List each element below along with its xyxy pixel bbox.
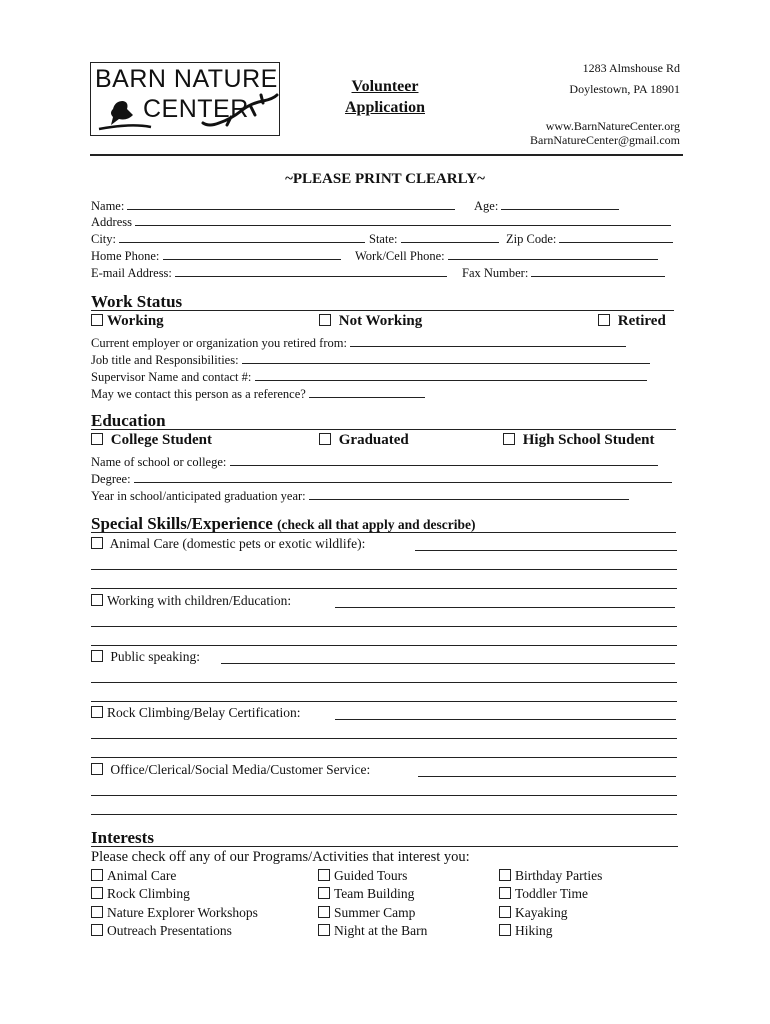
interest-label: Summer Camp (334, 905, 416, 920)
interest-kayaking[interactable] (499, 905, 567, 921)
job-title-field[interactable] (91, 352, 650, 368)
public-speaking-skill-checkbox[interactable] (91, 649, 200, 665)
answer-line[interactable] (91, 645, 677, 646)
not-working-label: Not Working (338, 313, 423, 329)
checkbox-icon (499, 906, 511, 918)
work-phone-field[interactable] (355, 248, 658, 264)
zip-label: Zip Code: (506, 232, 557, 246)
answer-line[interactable] (91, 588, 677, 589)
supervisor-label: Supervisor Name and contact #: (91, 370, 252, 384)
answer-line[interactable] (91, 814, 677, 815)
public-speaking-skill-label: Public speaking: (110, 649, 200, 664)
checkbox-icon (503, 433, 515, 445)
logo-text-line1: BARN NATURE (95, 65, 278, 93)
interest-birthday-parties[interactable] (499, 868, 602, 884)
interests-rule (91, 846, 678, 847)
interest-label: Team Building (334, 886, 415, 901)
interest-summer-camp[interactable] (318, 905, 415, 921)
education-heading: Education (91, 411, 166, 430)
year-field[interactable] (91, 488, 629, 504)
school-field[interactable] (91, 454, 658, 470)
checkbox-icon (91, 924, 103, 936)
answer-line[interactable] (91, 701, 677, 702)
checkbox-icon (91, 869, 103, 881)
answer-line[interactable] (91, 569, 677, 570)
college-student-label: College Student (110, 432, 212, 448)
email-label: E-mail Address: (91, 266, 172, 280)
bird-and-lizard-icon (91, 63, 281, 137)
answer-line[interactable] (221, 663, 675, 664)
answer-line[interactable] (335, 719, 676, 720)
checkbox-icon (318, 869, 330, 881)
interest-label: Animal Care (107, 868, 177, 883)
city-field[interactable] (91, 231, 365, 247)
name-label: Name: (91, 199, 125, 213)
address-field[interactable] (91, 214, 671, 230)
answer-line[interactable] (91, 626, 677, 627)
year-label: Year in school/anticipated graduation year: (91, 489, 306, 503)
interest-animal-care[interactable] (91, 868, 176, 884)
interest-team-building[interactable] (318, 886, 414, 902)
skills-heading-text: Special Skills/Experience (91, 514, 273, 533)
organization-logo (90, 62, 280, 136)
office-skill-checkbox[interactable] (91, 762, 370, 778)
job-title-label: Job title and Responsibilities: (91, 353, 239, 367)
not-working-checkbox[interactable] (319, 313, 422, 330)
interest-label: Rock Climbing (107, 886, 190, 901)
work-status-rule (91, 310, 674, 311)
interest-nature-explorer[interactable] (91, 905, 258, 921)
website: www.BarnNatureCenter.org (545, 119, 680, 133)
document-title-line2: Application (344, 99, 425, 116)
skills-rule (91, 532, 676, 533)
answer-line[interactable] (415, 550, 677, 551)
answer-line[interactable] (91, 757, 677, 758)
interests-prompt: Please check off any of our Programs/Activities that interest you: (91, 849, 470, 865)
skills-heading (91, 514, 475, 534)
education-rule (91, 429, 676, 430)
state-field[interactable] (369, 231, 499, 247)
contact-email: BarnNatureCenter@gmail.com (530, 133, 680, 147)
rock-climbing-skill-checkbox[interactable] (91, 705, 300, 721)
print-clearly-notice: ~PLEASE PRINT CLEARLY~ (285, 171, 485, 187)
skills-subheading: (check all that apply and describe) (277, 517, 476, 532)
school-label: Name of school or college: (91, 455, 227, 469)
checkbox-icon (598, 314, 610, 326)
children-education-skill-label: Working with children/Education: (107, 593, 292, 608)
rock-climbing-skill-label: Rock Climbing/Belay Certification: (107, 705, 301, 720)
checkbox-icon (91, 314, 103, 326)
animal-care-skill-checkbox[interactable] (91, 536, 365, 552)
checkbox-icon (319, 314, 331, 326)
interest-label: Birthday Parties (515, 868, 603, 883)
answer-line[interactable] (91, 795, 677, 796)
home-phone-field[interactable] (91, 248, 341, 264)
interest-label: Night at the Barn (334, 923, 428, 938)
retired-checkbox[interactable] (598, 313, 666, 330)
checkbox-icon (499, 869, 511, 881)
checkbox-icon (318, 924, 330, 936)
checkbox-icon (319, 433, 331, 445)
interest-label: Outreach Presentations (107, 923, 232, 938)
city-label: City: (91, 232, 117, 246)
interest-label: Nature Explorer Workshops (107, 905, 258, 920)
interest-label: Toddler Time (515, 886, 588, 901)
high-school-checkbox[interactable] (503, 432, 654, 449)
answer-line[interactable] (91, 682, 677, 683)
fax-label: Fax Number: (462, 266, 529, 280)
children-education-skill-checkbox[interactable] (91, 593, 291, 609)
degree-field[interactable] (91, 471, 672, 487)
checkbox-icon (499, 924, 511, 936)
address-label: Address (91, 215, 132, 229)
interest-label: Hiking (515, 923, 553, 938)
college-student-checkbox[interactable] (91, 432, 212, 449)
reference-field[interactable] (91, 386, 425, 402)
high-school-label: High School Student (522, 432, 655, 448)
checkbox-icon (91, 594, 103, 606)
logo-text-line2: CENTER (143, 95, 249, 123)
answer-line[interactable] (335, 607, 675, 608)
checkbox-icon (318, 906, 330, 918)
checkbox-icon (91, 433, 103, 445)
work-phone-label: Work/Cell Phone: (355, 249, 445, 263)
interest-toddler-time[interactable] (499, 886, 588, 902)
zip-field[interactable] (506, 231, 673, 247)
animal-care-skill-label: Animal Care (domestic pets or exotic wildlife): (109, 536, 366, 551)
interest-label: Guided Tours (334, 868, 408, 883)
degree-label: Degree: (91, 472, 131, 486)
work-status-heading: Work Status (91, 292, 183, 311)
age-field[interactable] (474, 198, 619, 214)
supervisor-field[interactable] (91, 369, 647, 385)
interests-heading: Interests (91, 828, 154, 847)
checkbox-icon (91, 763, 103, 775)
interest-label: Kayaking (515, 905, 568, 920)
checkbox-icon (91, 650, 103, 662)
interest-night-at-barn[interactable] (318, 923, 427, 939)
name-field[interactable] (91, 198, 455, 214)
checkbox-icon (91, 537, 103, 549)
office-skill-label: Office/Clerical/Social Media/Customer Service: (110, 762, 371, 777)
age-label: Age: (474, 199, 499, 213)
interest-hiking[interactable] (499, 923, 553, 939)
interest-rock-climbing[interactable] (91, 886, 190, 902)
state-label: State: (369, 232, 398, 246)
working-label: Working (107, 313, 164, 329)
home-phone-label: Home Phone: (91, 249, 160, 263)
checkbox-icon (91, 887, 103, 899)
graduated-label: Graduated (338, 432, 409, 448)
checkbox-icon (91, 906, 103, 918)
employer-field[interactable] (91, 335, 626, 351)
address-city: Doylestown, PA 18901 (569, 82, 680, 96)
graduated-checkbox[interactable] (319, 432, 409, 449)
employer-label: Current employer or organization you retired from: (91, 336, 347, 350)
checkbox-icon (499, 887, 511, 899)
retired-label: Retired (617, 313, 666, 329)
answer-line[interactable] (418, 776, 676, 777)
header-divider (90, 154, 683, 156)
interest-outreach[interactable] (91, 923, 232, 939)
interest-guided-tours[interactable] (318, 868, 407, 884)
address-street: 1283 Almshouse Rd (582, 61, 680, 75)
email-field[interactable] (91, 265, 447, 281)
document-title-line1: Volunteer (351, 78, 419, 95)
answer-line[interactable] (91, 738, 677, 739)
reference-label: May we contact this person as a reference? (91, 387, 306, 401)
working-checkbox[interactable] (91, 313, 164, 330)
checkbox-icon (318, 887, 330, 899)
fax-field[interactable] (462, 265, 665, 281)
checkbox-icon (91, 706, 103, 718)
